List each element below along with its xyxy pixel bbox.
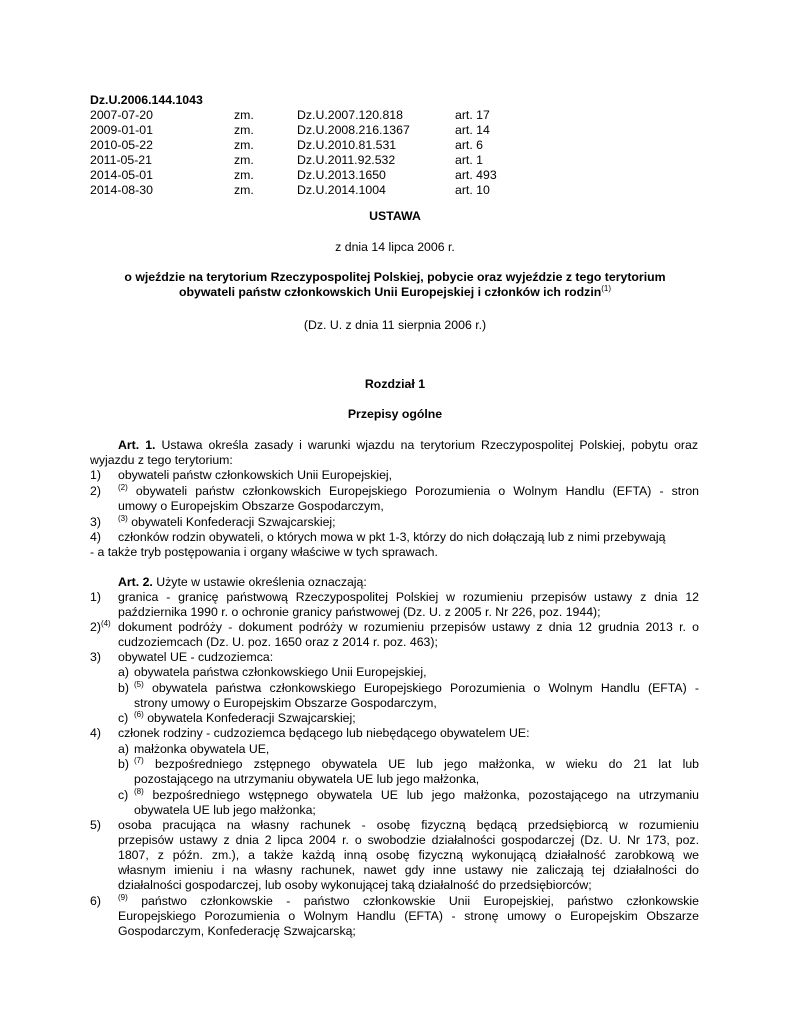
art2-point5-line2: przepisów ustawy z dnia 2 lipca 2004 r. o swobodzie działalności gospodarczej (Dz. U. Nr 173, poz. <box>118 833 699 847</box>
art1-point4: członków rodzin obywateli, o których mowa w pkt 1-3, którzy do nich dołączają lub z nimi przebywają <box>118 530 666 544</box>
amendment-ref: Dz.U.2011.92.532 <box>297 153 396 167</box>
art2-label: Art. 2. <box>118 575 153 589</box>
amendment-art: art. 10 <box>455 183 490 197</box>
art2-point4-letter: a) <box>118 742 129 756</box>
art2-point-number: 2)$^{(4)}$ <box>90 619 111 634</box>
footnote-ref: (9) <box>118 893 128 902</box>
art1-point-number: 1) <box>90 468 101 482</box>
amendment-kind: zm. <box>234 108 254 122</box>
amendment-art: art. 17 <box>455 108 490 122</box>
art1-closing: - a także tryb postępowania i organy właściwe w tych sprawach. <box>90 545 438 559</box>
art1-point-number: 2) <box>90 484 101 498</box>
amendment-ref: Dz.U.2008.216.1367 <box>297 123 410 137</box>
footnote-ref: (3) <box>118 514 128 523</box>
footnote-ref: (5) <box>134 680 144 689</box>
footnote-ref: (2) <box>118 483 128 492</box>
amendment-date: 2011-05-21 <box>90 153 152 167</box>
amendment-ref: Dz.U.2007.120.818 <box>297 108 403 122</box>
art1-point-number: 3) <box>90 515 101 529</box>
amendment-kind: zm. <box>234 138 254 152</box>
amendment-ref: Dz.U.2010.81.531 <box>297 138 397 152</box>
art2-point3c: $^{(6)}$ obywatela Konfederacji Szwajcarskiej; <box>134 710 356 725</box>
art1-point1: obywateli państw członkowskich Unii Europejskiej, <box>118 468 393 482</box>
art1-point-number: 4) <box>90 530 101 544</box>
art1-intro-line2: wyjazdu z tego terytorium: <box>90 453 233 467</box>
art2-point5-line1: osoba pracująca na własny rachunek - osobę fizyczną będącą przedsiębiorcą w rozumieniu <box>118 818 699 832</box>
art2-point4-letter: b) <box>118 757 129 771</box>
act-subject-line1: o wjeździe na terytorium Rzeczypospolitej Polskiej, pobycie oraz wyjeździe z tego terytorium <box>124 270 666 284</box>
art2-point1-line1: granica - granicę państwową Rzeczypospolitej Polskiej w rozumieniu przepisów ustawy z dnia 12 <box>118 590 699 604</box>
art2-point-number: 5) <box>90 818 101 832</box>
art2-point1-line2: października 1990 r. o ochronie granicy państwowej (Dz. U. z 2005 r. Nr 226, poz. 1944); <box>118 605 601 619</box>
art2-point3-letter: b) <box>118 681 129 695</box>
act-type: USTAWA <box>369 209 421 223</box>
footnote-ref: (4) <box>100 619 111 628</box>
art2-point-number: 3) <box>90 650 101 664</box>
art2-point5-line5: działalności gospodarczej, lub osoby wykonującej taką działalność do przedsiębiorców; <box>118 878 592 892</box>
amendment-kind: zm. <box>234 168 254 182</box>
art2-point3a: obywatela państwa członkowskiego Unii Europejskiej, <box>134 665 427 679</box>
publication-note: (Dz. U. z dnia 11 sierpnia 2006 r.) <box>303 318 487 332</box>
art2-point3b-line1: $^{(5)}$ obywatela państwa członkowskiego Europejskiego Porozumienia o Wolnym Handlu (EFTA) - <box>134 680 699 695</box>
art2-point3-letter: c) <box>118 711 129 725</box>
chapter-label: Rozdział 1 <box>364 377 426 391</box>
art2-point4b-line1: $^{(7)}$ bezpośredniego zstępnego obywatela UE lub jego małżonka, w wieku do 21 lat lub <box>134 756 699 771</box>
amendment-art: art. 14 <box>455 123 490 137</box>
art2-point2-line2: cudzoziemcach (Dz. U. poz. 1650 oraz z 2014 r. poz. 463); <box>118 635 438 649</box>
footnote-ref: (8) <box>134 787 144 796</box>
amendment-date: 2014-05-01 <box>90 168 153 182</box>
art1-point3: $^{(3)}$ obywateli Konfederacji Szwajcarskiej; <box>118 514 336 529</box>
art2-point5-line4: własnym imieniu i na własny rachunek, nawet gdy inne ustawy nie zaliczają tej działalności do <box>118 863 699 877</box>
art2-point6-line2: Europejskiego Porozumienia o Wolnym Handlu (EFTA) - stronę umowy o Europejskim Obszarze <box>118 909 699 923</box>
art2-point3-letter: a) <box>118 665 129 679</box>
art2-point4-letter: c) <box>118 788 129 802</box>
art2-point-number: 4) <box>90 726 101 740</box>
art2-point-number: 6) <box>90 894 101 908</box>
amendment-art: art. 6 <box>455 138 484 152</box>
art1-point2-line1: $^{(2)}$ obywateli państw członkowskich Europejskiego Porozumienia o Wolnym Handlu (EFTA) - stron <box>118 483 699 498</box>
amendment-date: 2010-05-22 <box>90 138 153 152</box>
footnote-ref: (7) <box>134 756 144 765</box>
art2-point4c-line1: $^{(8)}$ bezpośredniego wstępnego obywatela UE lub jego małżonka, pozostającego na utrzymaniu <box>134 787 699 802</box>
art1-label: Art. 1. <box>118 438 156 452</box>
art2-point5-line3: 1807, z późn. zm.), a także każdą inną osobę fizyczną wykonującą działalność zarobkową we <box>118 848 699 862</box>
act-subject-line2: obywateli państw członkowskich Unii Europejskiej i członków ich rodzin$^{(1)}$ <box>178 284 612 299</box>
amendment-ref: Dz.U.2014.1004 <box>297 183 386 197</box>
art1-intro-line1: Art. 1. Ustawa określa zasady i warunki wjazdu na terytorium Rzeczypospolitej Polskiej, pobytu oraz <box>118 438 699 452</box>
art2-point4a: małżonka obywatela UE, <box>134 742 270 756</box>
amendment-kind: zm. <box>234 123 254 137</box>
amendment-date: 2007-07-20 <box>90 108 153 122</box>
journal-reference: Dz.U.2006.144.1043 <box>90 93 203 107</box>
art2-point6-line3: Gospodarczym, Konfederację Szwajcarską; <box>118 924 356 938</box>
art2-point4: członek rodziny - cudzoziemca będącego lub niebędącego obywatelem UE: <box>118 726 530 740</box>
amendment-date: 2009-01-01 <box>90 123 153 137</box>
art2-intro: Art. 2. Użyte w ustawie określenia oznaczają: <box>118 575 367 589</box>
amendment-kind: zm. <box>234 183 254 197</box>
art2-point3b-line2: strony umowy o Europejskim Obszarze Gospodarczym, <box>134 696 437 710</box>
footnote-ref: (1) <box>601 284 612 293</box>
footnote-ref: (6) <box>134 710 144 719</box>
art2-point2-line1: dokument podróży - dokument podróży w rozumieniu przepisów ustawy z dnia 12 grudnia 2013 r. o <box>118 620 699 634</box>
amendment-art: art. 493 <box>455 168 497 182</box>
art2-point3: obywatel UE - cudzoziemca: <box>118 650 274 664</box>
art2-point4b-line2: pozostającego na utrzymaniu obywatela UE lub jego małżonka, <box>134 772 480 786</box>
act-date: z dnia 14 lipca 2006 r. <box>335 240 455 254</box>
art2-point-number: 1) <box>90 590 101 604</box>
art2-point4c-line2: obywatela UE lub jego małżonka; <box>134 803 316 817</box>
amendment-ref: Dz.U.2013.1650 <box>297 168 386 182</box>
art2-point6-line1: $^{(9)}$ państwo członkowskie - państwo członkowskie Unii Europejskiej, państwo członkowskie <box>118 893 699 908</box>
amendment-art: art. 1 <box>455 153 484 167</box>
chapter-name: Przepisy ogólne <box>347 407 443 421</box>
amendment-kind: zm. <box>234 153 254 167</box>
amendment-date: 2014-08-30 <box>90 183 153 197</box>
art1-point2-line2: umowy o Europejskim Obszarze Gospodarczym, <box>118 499 384 513</box>
